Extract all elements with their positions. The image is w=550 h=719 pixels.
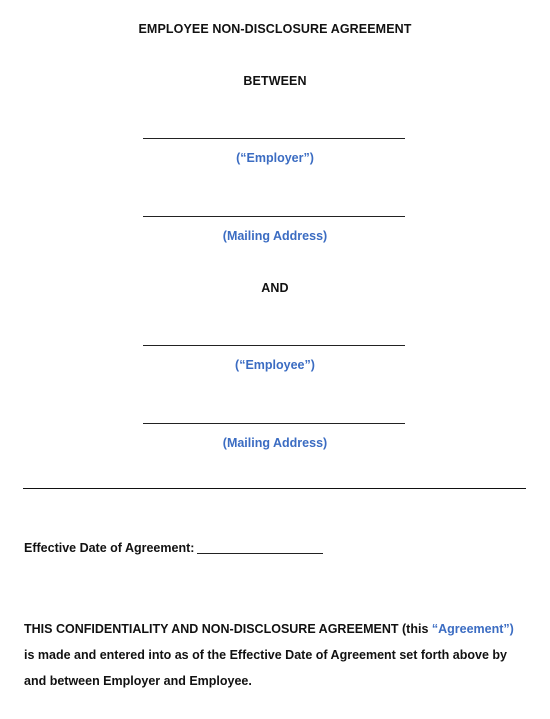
- employee-address-caption: (Mailing Address): [222, 436, 328, 450]
- employee-caption: (“Employee”): [235, 358, 315, 372]
- paragraph-text-part2: is made and entered into as of the Effective Date of Agreement set forth above by and between Employer and Employee.: [24, 648, 507, 688]
- intro-paragraph: [24, 616, 524, 694]
- effective-date-row: [24, 541, 323, 555]
- effective-date-blank[interactable]: [197, 553, 323, 554]
- employee-name-blank[interactable]: [143, 345, 405, 346]
- employer-name-blank[interactable]: [143, 138, 405, 139]
- employer-address-blank[interactable]: [143, 216, 405, 217]
- and-label: AND: [261, 281, 289, 295]
- effective-date-label: Effective Date of Agreement:: [24, 541, 195, 555]
- between-label: BETWEEN: [243, 74, 307, 88]
- paragraph-text-part1: THIS CONFIDENTIALITY AND NON-DISCLOSURE AGREEMENT (this: [24, 622, 432, 636]
- employer-address-caption: (Mailing Address): [222, 229, 328, 243]
- agreement-term: “Agreement”): [431, 622, 514, 636]
- section-divider: [23, 488, 526, 489]
- document-title: EMPLOYEE NON-DISCLOSURE AGREEMENT: [138, 22, 412, 36]
- employer-caption: (“Employer”): [236, 151, 314, 165]
- employee-address-blank[interactable]: [143, 423, 405, 424]
